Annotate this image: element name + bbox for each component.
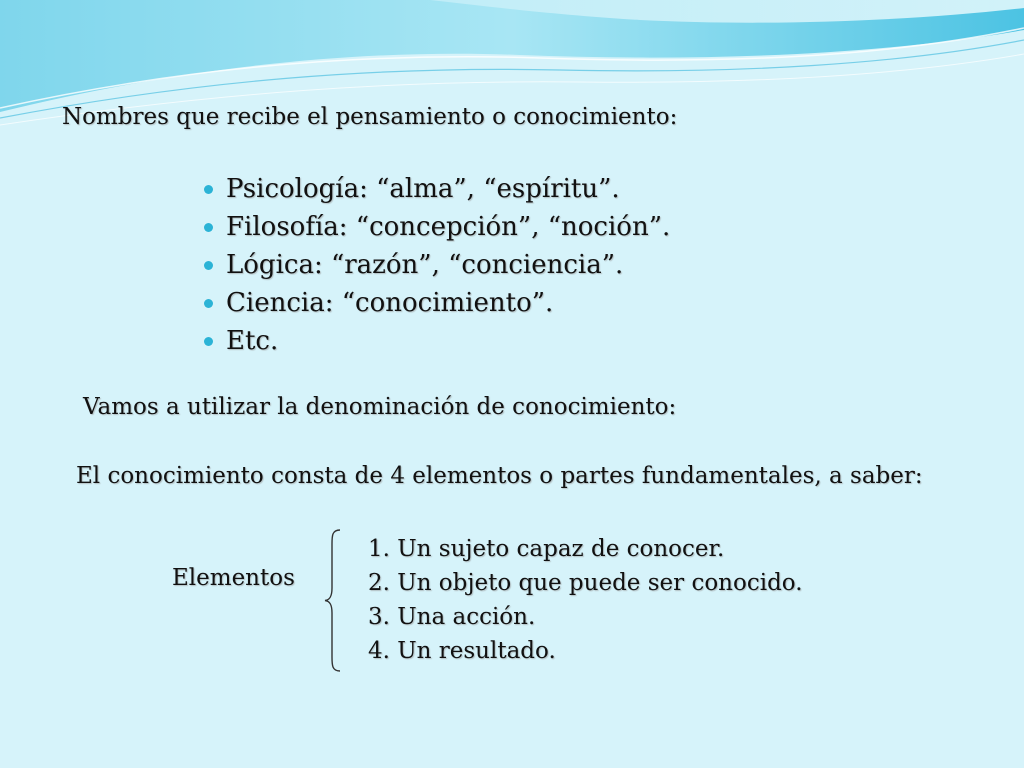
- left-curly-brace-icon: [322, 528, 344, 673]
- list-item: [200, 208, 670, 246]
- list-item: [200, 246, 670, 284]
- list-item-text: Ciencia: “conocimiento”.: [226, 288, 554, 318]
- bullet-dot-icon: [204, 299, 213, 308]
- list-item: 1. Un sujeto capaz de conocer.: [368, 536, 725, 562]
- bullet-dot-icon: [204, 261, 213, 270]
- list-item: 4. Un resultado.: [368, 638, 556, 664]
- list-item-text: Filosofía: “concepción”, “noción”.: [226, 212, 671, 242]
- heading-nombres: Nombres que recibe el pensamiento o conocimiento:: [62, 104, 678, 130]
- list-item: [200, 284, 670, 322]
- list-item-text: Lógica: “razón”, “conciencia”.: [226, 250, 624, 280]
- names-list: [200, 170, 670, 360]
- denomination-line: Vamos a utilizar la denominación de conocimiento:: [83, 394, 677, 420]
- bullet-dot-icon: [204, 337, 213, 346]
- elements-list: [368, 532, 803, 668]
- list-item-text: Etc.: [226, 326, 279, 356]
- list-item-text: Psicología: “alma”, “espíritu”.: [226, 174, 620, 204]
- elements-intro-line: El conocimiento consta de 4 elementos o partes fundamentales, a saber:: [76, 463, 923, 489]
- bullet-dot-icon: [204, 185, 213, 194]
- list-item: 3. Una acción.: [368, 604, 536, 630]
- elements-label: Elementos: [172, 565, 295, 591]
- list-item: [200, 170, 670, 208]
- list-item: 2. Un objeto que puede ser conocido.: [368, 570, 803, 596]
- bullet-dot-icon: [204, 223, 213, 232]
- list-item: [200, 322, 670, 360]
